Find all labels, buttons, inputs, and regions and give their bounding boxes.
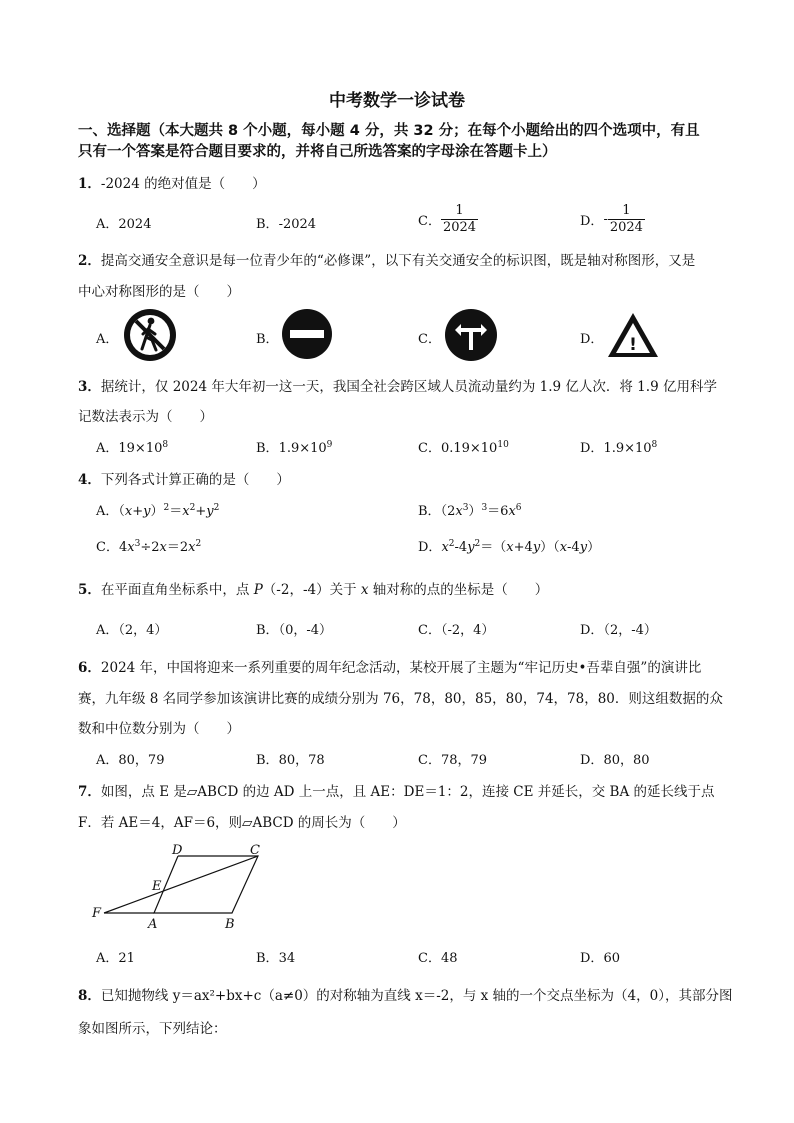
question-2-line1: 2．提高交通安全意识是每一位青少年的“必修课”，以下有关交通安全的标识图，既是轴对称图形，又是	[78, 253, 696, 269]
q5-option-b[interactable]: B．（0，-4）	[256, 623, 332, 638]
section-heading-line1: 一、选择题（本大题共 8 个小题，每小题 4 分，共 32 分；在每个小题给出的四个选项中，有且	[78, 123, 700, 139]
parallelogram-figure	[88, 840, 268, 935]
question-number: 3．	[78, 379, 101, 395]
question-7-line1: 7．如图，点 E 是▱ABCD 的边 AD 上一点，且 AE：DE＝1：2，连接 CE 并延长，交 BA 的延长线于点	[78, 784, 715, 800]
label-e: E	[152, 879, 162, 894]
question-number: 2．	[78, 253, 101, 269]
question-number: 7．	[78, 784, 101, 800]
q4-option-c[interactable]: C．$4x^3\div 2x=2x^2$	[96, 539, 202, 555]
question-2-line2: 中心对称图形的是（ ）	[78, 284, 240, 300]
q3-option-a[interactable]: A．$19\times 10^8$	[96, 440, 169, 456]
q7-option-a[interactable]: A．21	[96, 951, 135, 966]
question-6-line1: 6．2024 年，中国将迎来一系列重要的周年纪念活动，某校开展了主题为“牢记历史•吾辈自强”的演讲比	[78, 660, 702, 676]
question-3-line1: 3．据统计，仅 2024 年大年初一这一天，我国全社会跨区域人员流动量约为 1.9 亿人次．将 1.9 亿用科学	[78, 379, 717, 395]
question-number: 6．	[78, 660, 101, 676]
q2-option-c-label[interactable]: C．	[418, 332, 441, 347]
question-1	[78, 172, 266, 192]
question-number: 5．	[78, 582, 101, 598]
turn-left-or-right-sign-icon	[444, 308, 498, 362]
question-text: -2024 的绝对值是（ ）	[100, 176, 266, 192]
q7-option-d[interactable]: D．60	[580, 951, 620, 966]
fraction: $\frac{1}{2024}$	[609, 203, 643, 235]
question-4: 4．下列各式计算正确的是（ ）	[78, 472, 290, 488]
q1-option-c[interactable]: C． $\frac{1}{2024}$	[418, 203, 477, 235]
q5-option-a[interactable]: A．（2，4）	[96, 623, 168, 638]
parallelogram-abcd	[154, 856, 258, 913]
question-7-line2: F．若 AE＝4，AF＝6，则▱ABCD 的周长为（ ）	[78, 815, 406, 831]
question-6-line2: 赛，九年级 8 名同学参加该演讲比赛的成绩分别为 76，78，80，85，80，74，78，80．则这组数据的众	[78, 691, 723, 707]
label-a: A	[148, 917, 158, 932]
fraction: $\frac{1}{2024}$	[442, 203, 477, 235]
question-8-line1: 8．已知抛物线 y＝ax²+bx+c（a≠0）的对称轴为直线 x＝-2，与 x 轴的一个交点坐标为（4，0），其部分图	[78, 988, 733, 1004]
no-entry-sign-icon	[281, 308, 333, 360]
question-6-line3: 数和中位数分别为（ ）	[78, 721, 240, 737]
q5-option-c[interactable]: C．（-2，4）	[418, 623, 495, 638]
q6-option-a[interactable]: A．80，79	[96, 753, 165, 768]
q3-option-c[interactable]: C．$0.19\times 10^{10}$	[418, 440, 509, 456]
q3-option-d[interactable]: D．$1.9\times 10^8$	[580, 440, 658, 456]
section-heading-line2: 只有一个答案是符合题目要求的，并将自己所选答案的字母涂在答题卡上）	[78, 144, 557, 160]
question-number: 1．	[78, 176, 101, 192]
q1-option-b[interactable]: B．-2024	[256, 217, 317, 232]
question-number: 4．	[78, 472, 101, 488]
q6-option-c[interactable]: C．78，79	[418, 753, 488, 768]
q6-option-b[interactable]: B．80，78	[256, 753, 325, 768]
no-pedestrian-sign-icon	[122, 307, 178, 363]
q3-option-b[interactable]: B．$1.9\times 10^9$	[256, 440, 333, 456]
q7-option-b[interactable]: B．34	[256, 951, 296, 966]
warning-triangle-sign-icon	[606, 311, 660, 359]
line-fc	[104, 856, 258, 913]
question-8-line2: 象如图所示，下列结论：	[78, 1021, 227, 1037]
question-5: 5．在平面直角坐标系中，点 P（-2，-4）关于 x 轴对称的点的坐标是（ ）	[78, 582, 549, 598]
q2-option-a-label[interactable]: A．	[96, 332, 119, 347]
q7-option-c[interactable]: C．48	[418, 951, 458, 966]
label-b: B	[225, 917, 235, 932]
q1-option-d[interactable]: D．- $\frac{1}{2024}$	[580, 203, 643, 235]
question-3-line2: 记数法表示为（ ）	[78, 409, 213, 425]
q4-option-b[interactable]: B．$(2x^3)^3=6x^6$	[418, 503, 522, 519]
q2-option-d-label[interactable]: D．	[580, 332, 604, 347]
label-f: F	[92, 906, 102, 921]
page-title: 中考数学一诊试卷	[329, 91, 465, 111]
label-c: C	[250, 843, 260, 858]
q4-option-a[interactable]: A．$(x+y)^2=x^2+y^2$	[96, 503, 220, 519]
q4-option-d[interactable]: D．$x^2-4y^2=(x+4y)(x-4y)$	[418, 539, 601, 555]
question-number: 8．	[78, 988, 101, 1004]
q1-option-a[interactable]: A．2024	[96, 217, 152, 232]
q6-option-d[interactable]: D．80，80	[580, 753, 650, 768]
exclamation-mark: !	[629, 335, 637, 355]
label-d: D	[172, 843, 183, 858]
q2-option-b-label[interactable]: B．	[256, 332, 279, 347]
q5-option-d[interactable]: D．（2，-4）	[580, 623, 657, 638]
